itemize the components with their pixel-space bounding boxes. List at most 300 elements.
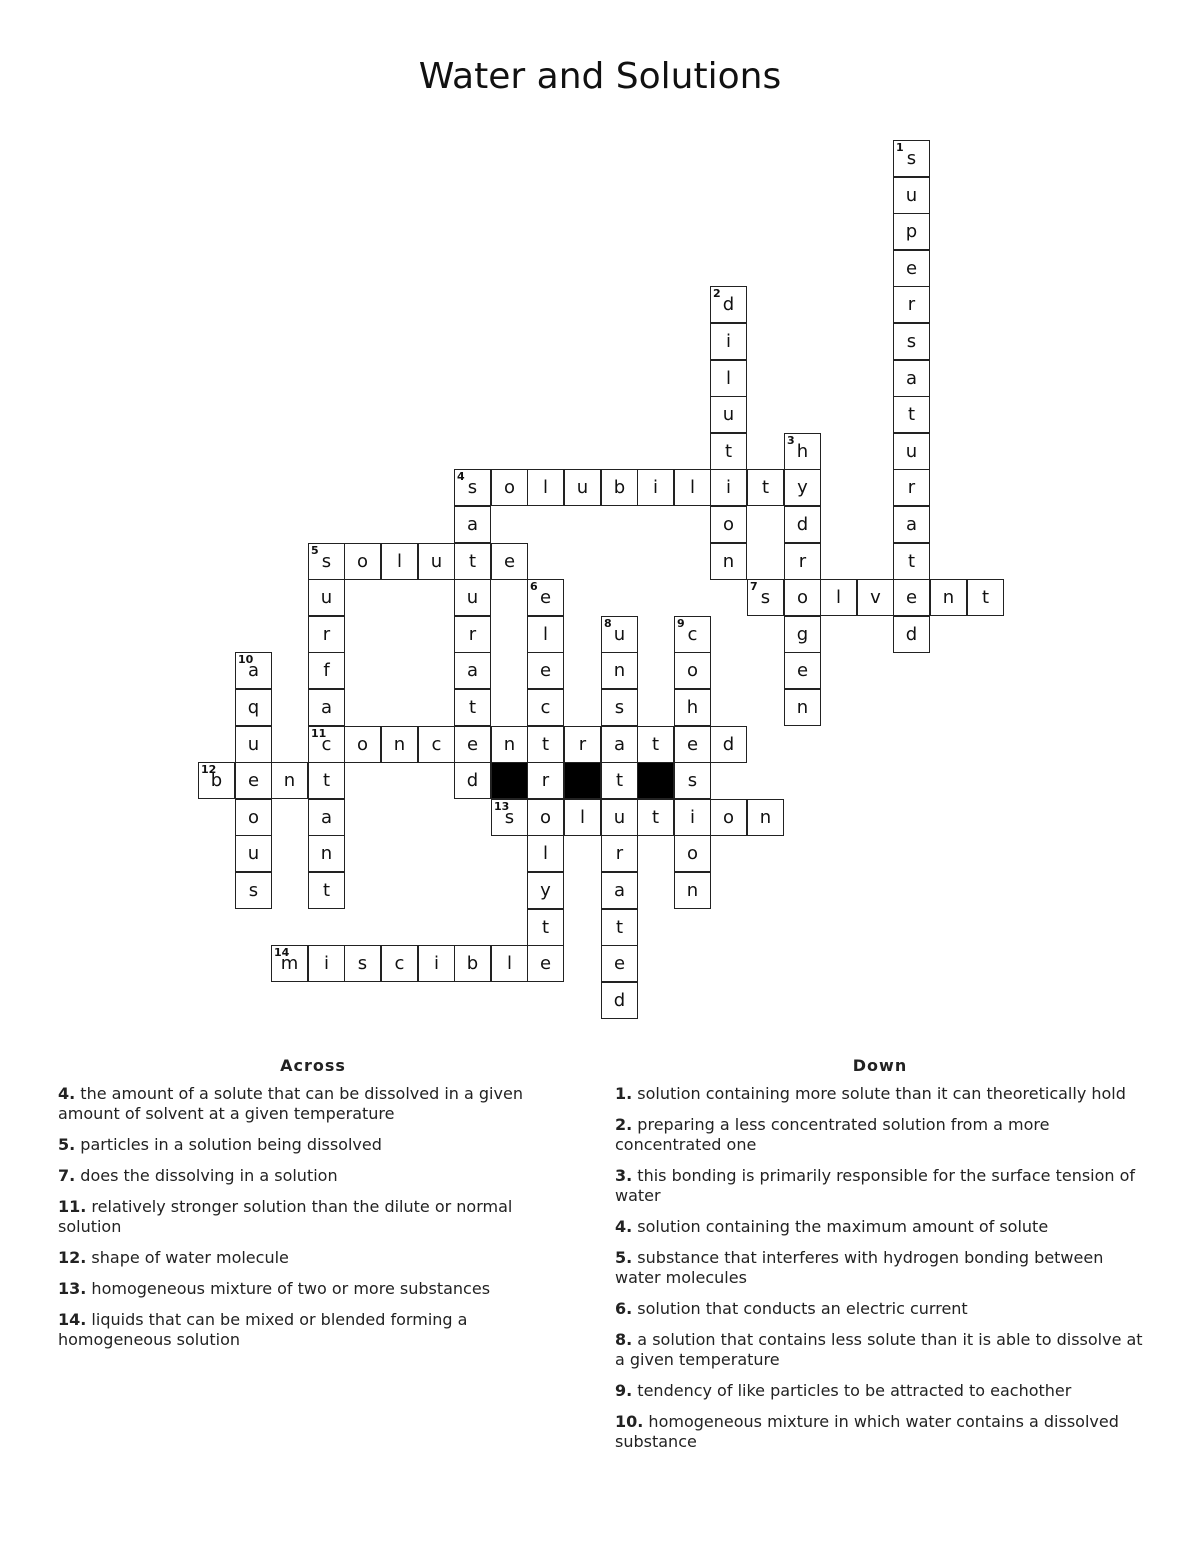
- cell-letter: t: [615, 917, 624, 938]
- cell-letter: r: [907, 477, 916, 498]
- cell-letter: l: [579, 807, 585, 828]
- grid-cell[interactable]: [271, 945, 308, 982]
- cell-letter: a: [320, 807, 333, 828]
- cell-letter: t: [981, 587, 990, 608]
- clue-number: 1.: [615, 1084, 633, 1103]
- grid-cell[interactable]: [308, 945, 345, 982]
- cell-letter: l: [396, 551, 402, 572]
- clue-text: solution that conducts an electric current: [632, 1299, 968, 1318]
- clue-number: 11: [311, 727, 327, 740]
- cell-letter: s: [248, 880, 259, 901]
- clue-number: 14.: [58, 1310, 87, 1329]
- grid-cell[interactable]: [601, 469, 638, 506]
- grid-cell[interactable]: [308, 579, 345, 616]
- grid-cell[interactable]: [235, 835, 272, 872]
- grid-cell[interactable]: [454, 579, 491, 616]
- clue-number: 14: [274, 946, 290, 959]
- clue-number: 4: [457, 470, 465, 483]
- clue-text: this bonding is primarily responsible for the surface tension of water: [615, 1166, 1136, 1205]
- grid-cell[interactable]: [235, 872, 272, 909]
- grid-cell[interactable]: [454, 689, 491, 726]
- cell-letter: u: [247, 734, 260, 755]
- cell-letter: t: [468, 551, 477, 572]
- clue-text: preparing a less concentrated solution from a more concentrated one: [615, 1115, 1050, 1154]
- cell-letter: e: [539, 660, 552, 681]
- clue-text: solution containing more solute than it can theoretically hold: [632, 1084, 1126, 1103]
- cell-letter: r: [541, 770, 550, 791]
- grid-cell[interactable]: [344, 726, 381, 763]
- grid-cell[interactable]: [674, 835, 711, 872]
- grid-cell[interactable]: [454, 506, 491, 543]
- grid-cell[interactable]: [527, 652, 564, 689]
- grid-cell[interactable]: [527, 945, 564, 982]
- down-clue: [615, 1166, 1145, 1206]
- cell-letter: a: [613, 880, 626, 901]
- across-clue: [58, 1310, 568, 1350]
- cell-letter: d: [466, 770, 479, 791]
- down-heading: Down: [852, 1056, 908, 1075]
- clue-text: homogeneous mixture of two or more substances: [86, 1279, 491, 1298]
- clue-number: 5: [311, 544, 319, 557]
- cell-letter: u: [613, 624, 626, 645]
- grid-cell[interactable]: [710, 506, 747, 543]
- cell-letter: d: [722, 734, 735, 755]
- grid-cell[interactable]: [747, 799, 784, 836]
- cell-letter: u: [320, 587, 333, 608]
- grid-cell[interactable]: [454, 469, 491, 506]
- cell-letter: o: [686, 843, 698, 864]
- grid-cell[interactable]: [308, 799, 345, 836]
- grid-cell[interactable]: [601, 616, 638, 653]
- grid-cell[interactable]: [381, 543, 418, 580]
- cell-letter: t: [322, 880, 331, 901]
- cell-letter: h: [686, 697, 699, 718]
- cell-letter: s: [760, 587, 771, 608]
- grid-cell[interactable]: [235, 652, 272, 689]
- grid-cell[interactable]: [308, 835, 345, 872]
- black-cell: [491, 762, 528, 799]
- cell-letter: d: [722, 294, 735, 315]
- grid-cell[interactable]: [601, 872, 638, 909]
- grid-cell[interactable]: [527, 469, 564, 506]
- grid-cell[interactable]: [601, 835, 638, 872]
- cell-letter: c: [687, 624, 698, 645]
- grid-cell[interactable]: [710, 469, 747, 506]
- across-clue: [58, 1135, 568, 1155]
- cell-letter: l: [542, 477, 548, 498]
- grid-cell[interactable]: [710, 799, 747, 836]
- cell-letter: e: [613, 953, 626, 974]
- cell-letter: u: [247, 843, 260, 864]
- grid-cell[interactable]: [893, 286, 930, 323]
- cell-letter: p: [905, 221, 918, 242]
- clue-number: 12.: [58, 1248, 87, 1267]
- clue-number: 1: [896, 141, 904, 154]
- grid-cell[interactable]: [564, 469, 601, 506]
- black-cell: [564, 762, 601, 799]
- grid-cell[interactable]: [893, 506, 930, 543]
- cell-letter: l: [542, 843, 548, 864]
- grid-cell[interactable]: [710, 726, 747, 763]
- grid-cell[interactable]: [893, 250, 930, 287]
- cell-letter: o: [722, 514, 734, 535]
- cell-letter: e: [905, 587, 918, 608]
- grid-cell[interactable]: [271, 762, 308, 799]
- grid-cell[interactable]: [893, 177, 930, 214]
- grid-cell[interactable]: [747, 579, 784, 616]
- cell-letter: y: [540, 880, 551, 901]
- cell-letter: a: [905, 514, 918, 535]
- cell-letter: r: [578, 734, 587, 755]
- cell-letter: r: [322, 624, 331, 645]
- clue-number: 8.: [615, 1330, 633, 1349]
- cell-letter: l: [542, 624, 548, 645]
- grid-cell[interactable]: [601, 762, 638, 799]
- clue-text: tendency of like particles to be attracted to eachother: [632, 1381, 1072, 1400]
- grid-cell[interactable]: [637, 726, 674, 763]
- grid-cell[interactable]: [308, 652, 345, 689]
- cell-letter: y: [797, 477, 808, 498]
- cell-letter: u: [466, 587, 479, 608]
- cell-letter: b: [613, 477, 626, 498]
- cell-letter: t: [651, 807, 660, 828]
- grid-cell[interactable]: [784, 506, 821, 543]
- grid-cell[interactable]: [527, 762, 564, 799]
- cell-letter: e: [247, 770, 260, 791]
- clue-text: does the dissolving in a solution: [75, 1166, 338, 1185]
- page-title: Water and Solutions: [418, 56, 782, 97]
- grid-cell[interactable]: [491, 799, 528, 836]
- cell-letter: q: [247, 697, 260, 718]
- grid-cell[interactable]: [491, 945, 528, 982]
- cell-letter: o: [356, 551, 368, 572]
- cell-letter: u: [722, 404, 735, 425]
- cell-letter: n: [796, 697, 809, 718]
- down-clue: [615, 1084, 1145, 1104]
- grid-cell[interactable]: [344, 945, 381, 982]
- cell-letter: c: [321, 734, 332, 755]
- black-cell: [637, 762, 674, 799]
- cell-letter: s: [504, 807, 515, 828]
- cell-letter: o: [503, 477, 515, 498]
- cell-letter: s: [906, 148, 917, 169]
- cell-letter: a: [320, 697, 333, 718]
- grid-cell[interactable]: [601, 945, 638, 982]
- cell-letter: u: [905, 441, 918, 462]
- grid-cell[interactable]: [674, 762, 711, 799]
- grid-cell[interactable]: [418, 945, 455, 982]
- cell-letter: e: [503, 551, 516, 572]
- grid-cell[interactable]: [893, 469, 930, 506]
- cell-letter: e: [686, 734, 699, 755]
- grid-cell[interactable]: [418, 726, 455, 763]
- cell-letter: a: [247, 660, 260, 681]
- grid-cell[interactable]: [527, 872, 564, 909]
- cell-letter: e: [796, 660, 809, 681]
- grid-cell[interactable]: [710, 433, 747, 470]
- grid-cell[interactable]: [601, 689, 638, 726]
- grid-cell[interactable]: [527, 579, 564, 616]
- grid-cell[interactable]: [674, 872, 711, 909]
- grid-cell[interactable]: [674, 689, 711, 726]
- cell-letter: i: [433, 953, 439, 974]
- grid-cell[interactable]: [710, 396, 747, 433]
- cell-letter: e: [466, 734, 479, 755]
- cell-letter: a: [613, 734, 626, 755]
- clue-text: homogeneous mixture in which water contains a dissolved substance: [615, 1412, 1119, 1451]
- grid-cell[interactable]: [308, 543, 345, 580]
- cell-letter: s: [687, 770, 698, 791]
- clue-number: 3.: [615, 1166, 633, 1185]
- clue-number: 6: [530, 580, 538, 593]
- cell-letter: u: [613, 807, 626, 828]
- cell-letter: s: [906, 331, 917, 352]
- grid-cell[interactable]: [491, 726, 528, 763]
- cell-letter: a: [466, 514, 479, 535]
- cell-letter: i: [323, 953, 329, 974]
- across-clue: [58, 1084, 568, 1124]
- clue-number: 13.: [58, 1279, 87, 1298]
- cell-letter: n: [722, 551, 735, 572]
- grid-cell[interactable]: [308, 762, 345, 799]
- cell-letter: d: [613, 990, 626, 1011]
- cell-letter: t: [468, 697, 477, 718]
- across-clue: [58, 1197, 568, 1237]
- grid-cell[interactable]: [893, 213, 930, 250]
- clue-text: liquids that can be mixed or blended forming a homogeneous solution: [58, 1310, 468, 1349]
- grid-cell[interactable]: [381, 945, 418, 982]
- cell-letter: l: [506, 953, 512, 974]
- cell-letter: r: [468, 624, 477, 645]
- grid-cell[interactable]: [710, 360, 747, 397]
- grid-cell[interactable]: [491, 469, 528, 506]
- grid-cell[interactable]: [637, 469, 674, 506]
- cell-letter: a: [466, 660, 479, 681]
- cell-letter: r: [798, 551, 807, 572]
- grid-cell[interactable]: [308, 726, 345, 763]
- cell-letter: n: [686, 880, 699, 901]
- grid-cell[interactable]: [418, 543, 455, 580]
- cell-letter: t: [541, 734, 550, 755]
- clue-number: 11.: [58, 1197, 87, 1216]
- grid-cell[interactable]: [710, 323, 747, 360]
- down-clue: [615, 1412, 1145, 1452]
- cell-letter: t: [724, 441, 733, 462]
- down-clue: [615, 1248, 1145, 1288]
- grid-cell[interactable]: [454, 762, 491, 799]
- cell-letter: o: [356, 734, 368, 755]
- clue-text: the amount of a solute that can be dissolved in a given amount of solvent at a given temperature: [58, 1084, 523, 1123]
- grid-cell[interactable]: [308, 689, 345, 726]
- clue-text: relatively stronger solution than the dilute or normal solution: [58, 1197, 513, 1236]
- grid-cell[interactable]: [564, 799, 601, 836]
- grid-cell[interactable]: [527, 616, 564, 653]
- grid-cell[interactable]: [893, 140, 930, 177]
- cell-letter: n: [283, 770, 296, 791]
- clue-number: 12: [201, 763, 217, 776]
- grid-cell[interactable]: [601, 982, 638, 1019]
- across-clue: [58, 1166, 568, 1186]
- grid-cell[interactable]: [601, 799, 638, 836]
- cell-letter: n: [759, 807, 772, 828]
- cell-letter: o: [686, 660, 698, 681]
- grid-cell[interactable]: [527, 835, 564, 872]
- cell-letter: n: [503, 734, 516, 755]
- cell-letter: r: [907, 294, 916, 315]
- clue-number: 7.: [58, 1166, 76, 1185]
- across-clue: [58, 1248, 568, 1268]
- grid-cell[interactable]: [893, 543, 930, 580]
- grid-cell[interactable]: [527, 799, 564, 836]
- cell-letter: r: [615, 843, 624, 864]
- cell-letter: g: [796, 624, 809, 645]
- clue-number: 9: [677, 617, 685, 630]
- clue-number: 13: [494, 800, 510, 813]
- grid-cell[interactable]: [784, 579, 821, 616]
- clue-number: 10: [238, 653, 254, 666]
- grid-cell[interactable]: [564, 726, 601, 763]
- cell-letter: b: [466, 953, 479, 974]
- down-clue: [615, 1381, 1145, 1401]
- cell-letter: f: [323, 660, 330, 681]
- cell-letter: h: [796, 441, 809, 462]
- grid-cell[interactable]: [454, 652, 491, 689]
- grid-cell[interactable]: [893, 433, 930, 470]
- grid-cell[interactable]: [747, 469, 784, 506]
- clue-number: 2.: [615, 1115, 633, 1134]
- cell-letter: a: [905, 368, 918, 389]
- across-clue: [58, 1279, 568, 1299]
- down-clue: [615, 1217, 1145, 1237]
- cell-letter: c: [540, 697, 551, 718]
- clue-number: 5.: [58, 1135, 76, 1154]
- down-clue: [615, 1330, 1145, 1370]
- cell-letter: u: [430, 551, 443, 572]
- cell-letter: c: [431, 734, 442, 755]
- grid-cell[interactable]: [198, 762, 235, 799]
- clue-number: 4.: [58, 1084, 76, 1103]
- clue-number: 5.: [615, 1248, 633, 1267]
- grid-cell[interactable]: [454, 543, 491, 580]
- grid-cell[interactable]: [784, 689, 821, 726]
- clue-text: particles in a solution being dissolved: [75, 1135, 382, 1154]
- cell-letter: i: [652, 477, 658, 498]
- clue-number: 3: [787, 434, 795, 447]
- clue-number: 6.: [615, 1299, 633, 1318]
- grid-cell[interactable]: [235, 689, 272, 726]
- cell-letter: e: [539, 587, 552, 608]
- grid-cell[interactable]: [820, 579, 857, 616]
- grid-cell[interactable]: [601, 909, 638, 946]
- grid-cell[interactable]: [893, 616, 930, 653]
- grid-cell[interactable]: [637, 799, 674, 836]
- cell-letter: u: [576, 477, 589, 498]
- cell-letter: i: [725, 477, 731, 498]
- grid-cell[interactable]: [601, 726, 638, 763]
- grid-cell[interactable]: [893, 323, 930, 360]
- grid-cell[interactable]: [674, 652, 711, 689]
- cell-letter: m: [280, 953, 299, 974]
- grid-cell[interactable]: [491, 543, 528, 580]
- grid-cell[interactable]: [710, 543, 747, 580]
- down-clue: [615, 1115, 1145, 1155]
- grid-cell[interactable]: [893, 360, 930, 397]
- grid-cell[interactable]: [527, 689, 564, 726]
- cell-letter: s: [357, 953, 368, 974]
- grid-cell[interactable]: [674, 799, 711, 836]
- grid-cell[interactable]: [381, 726, 418, 763]
- grid-cell[interactable]: [893, 579, 930, 616]
- cell-letter: t: [761, 477, 770, 498]
- grid-cell[interactable]: [527, 726, 564, 763]
- cell-letter: d: [905, 624, 918, 645]
- cell-letter: n: [613, 660, 626, 681]
- cell-letter: s: [614, 697, 625, 718]
- clue-text: a solution that contains less solute than it is able to dissolve at a given temperature: [615, 1330, 1143, 1369]
- grid-cell[interactable]: [308, 872, 345, 909]
- cell-letter: t: [541, 917, 550, 938]
- cell-letter: t: [615, 770, 624, 791]
- cell-letter: o: [796, 587, 808, 608]
- grid-cell[interactable]: [527, 909, 564, 946]
- grid-cell[interactable]: [674, 616, 711, 653]
- grid-cell[interactable]: [344, 543, 381, 580]
- grid-cell[interactable]: [674, 726, 711, 763]
- grid-cell[interactable]: [710, 286, 747, 323]
- cell-letter: l: [689, 477, 695, 498]
- grid-cell[interactable]: [674, 469, 711, 506]
- cell-letter: s: [321, 551, 332, 572]
- cell-letter: e: [905, 258, 918, 279]
- clue-text: shape of water molecule: [86, 1248, 289, 1267]
- grid-cell[interactable]: [857, 579, 894, 616]
- grid-cell[interactable]: [454, 726, 491, 763]
- grid-cell[interactable]: [967, 579, 1004, 616]
- across-heading: Across: [280, 1056, 346, 1075]
- grid-cell[interactable]: [235, 799, 272, 836]
- across-clue-list: [58, 1084, 568, 1350]
- cell-letter: e: [539, 953, 552, 974]
- cell-letter: o: [722, 807, 734, 828]
- grid-cell[interactable]: [601, 652, 638, 689]
- cell-letter: t: [907, 551, 916, 572]
- clue-number: 10.: [615, 1412, 644, 1431]
- grid-cell[interactable]: [784, 469, 821, 506]
- grid-cell[interactable]: [454, 616, 491, 653]
- grid-cell[interactable]: [784, 433, 821, 470]
- cell-letter: i: [689, 807, 695, 828]
- grid-cell[interactable]: [784, 616, 821, 653]
- cell-letter: i: [725, 331, 731, 352]
- cell-letter: t: [322, 770, 331, 791]
- grid-cell[interactable]: [930, 579, 967, 616]
- grid-cell[interactable]: [784, 543, 821, 580]
- clue-text: substance that interferes with hydrogen bonding between water molecules: [615, 1248, 1104, 1287]
- clue-number: 2: [713, 287, 721, 300]
- cell-letter: d: [796, 514, 809, 535]
- grid-cell[interactable]: [235, 726, 272, 763]
- grid-cell[interactable]: [893, 396, 930, 433]
- cell-letter: n: [320, 843, 333, 864]
- cell-letter: t: [907, 404, 916, 425]
- grid-cell[interactable]: [784, 652, 821, 689]
- cell-letter: t: [651, 734, 660, 755]
- cell-letter: n: [942, 587, 955, 608]
- cell-letter: v: [870, 587, 881, 608]
- grid-cell[interactable]: [308, 616, 345, 653]
- grid-cell[interactable]: [235, 762, 272, 799]
- grid-cell[interactable]: [454, 945, 491, 982]
